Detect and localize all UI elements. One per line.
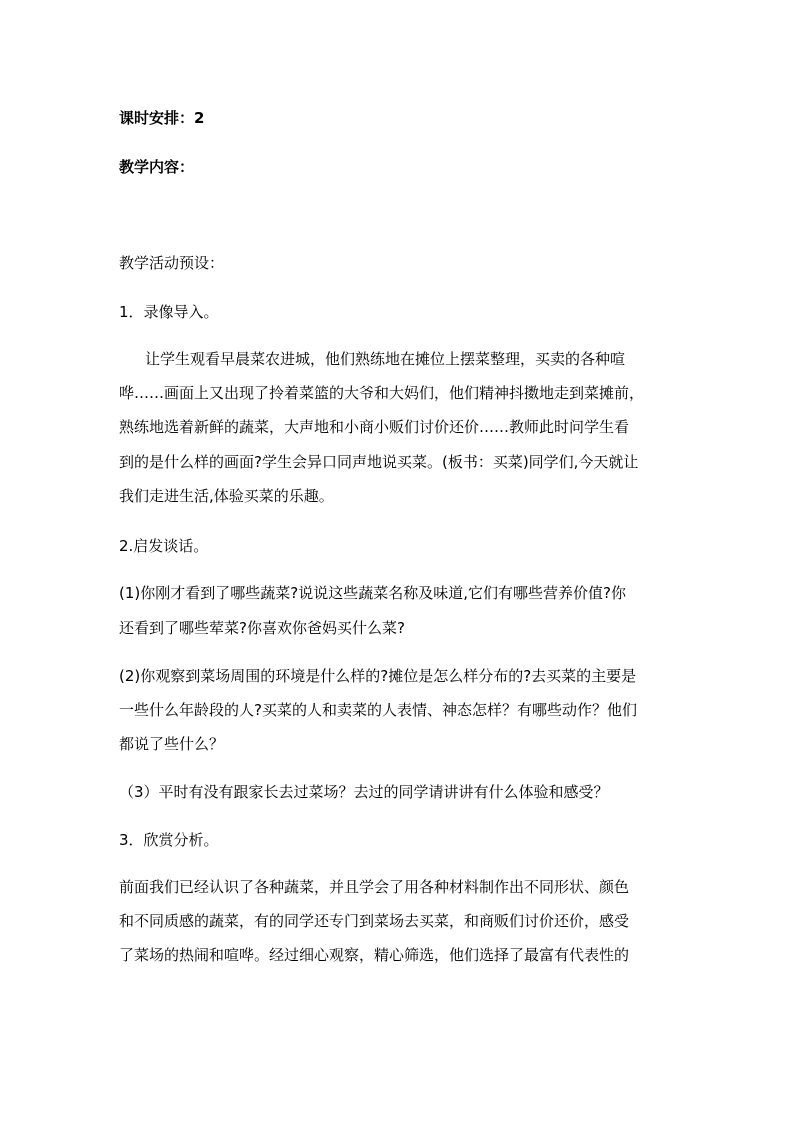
section-1-line: 让学生观看早晨菜农进城，他们熟练地在摊位上摆菜整理，买卖的各种喧	[145, 350, 626, 368]
section-1-line: 到的是什么样的画面?学生会异口同声地说买菜。(板书：买菜)同学们,今天就让	[119, 453, 639, 471]
section-3-title: 3．欣赏分析。	[119, 831, 219, 849]
section-2-title: 2.启发谈话。	[119, 537, 209, 555]
question-2-line: 都说了些什么？	[119, 735, 225, 753]
question-2-line: 一些什么年龄段的人?买菜的人和卖菜的人表情、神态怎样？有哪些动作？他们	[119, 701, 637, 719]
question-3-line: （3）平时有没有跟家长去过菜场？去过的同学请讲讲有什么体验和感受？	[119, 783, 609, 801]
section-3-line: 了菜场的热闹和喧哗。经过细心观察，精心筛选，他们选择了最富有代表性的	[119, 946, 630, 964]
section-3-line: 前面我们已经认识了各种蔬菜，并且学会了用各种材料制作出不同形状、颜色	[119, 878, 630, 896]
section-1-line: 熟练地选着新鲜的蔬菜，大声地和小商小贩们讨价还价……教师此时问学生看	[119, 418, 630, 436]
section-1-title: 1．录像导入。	[119, 303, 219, 321]
question-1-line: 还看到了哪些荤菜?你喜欢你爸妈买什么菜?	[119, 619, 405, 637]
question-1-line: (1)你刚才看到了哪些蔬菜?说说这些蔬菜名称及味道,它们有哪些营养价值?你	[119, 584, 626, 602]
activity-label: 教学活动预设：	[119, 254, 225, 272]
section-3-line: 和不同质感的蔬菜，有的同学还专门到菜场去买菜，和商贩们讨价还价，感受	[119, 912, 630, 930]
schedule-label: 课时安排：2	[119, 109, 205, 127]
content-label: 教学内容：	[119, 158, 195, 176]
section-1-line: 我们走进生活,体验买菜的乐趣。	[119, 487, 334, 505]
question-2-line: (2)你观察到菜场周围的环境是什么样的?摊位是怎么样分布的?去买菜的主要是	[119, 667, 637, 685]
section-1-line: 哗……画面上又出现了拎着菜篮的大爷和大妈们，他们精神抖擞地走到菜摊前，	[119, 384, 645, 402]
